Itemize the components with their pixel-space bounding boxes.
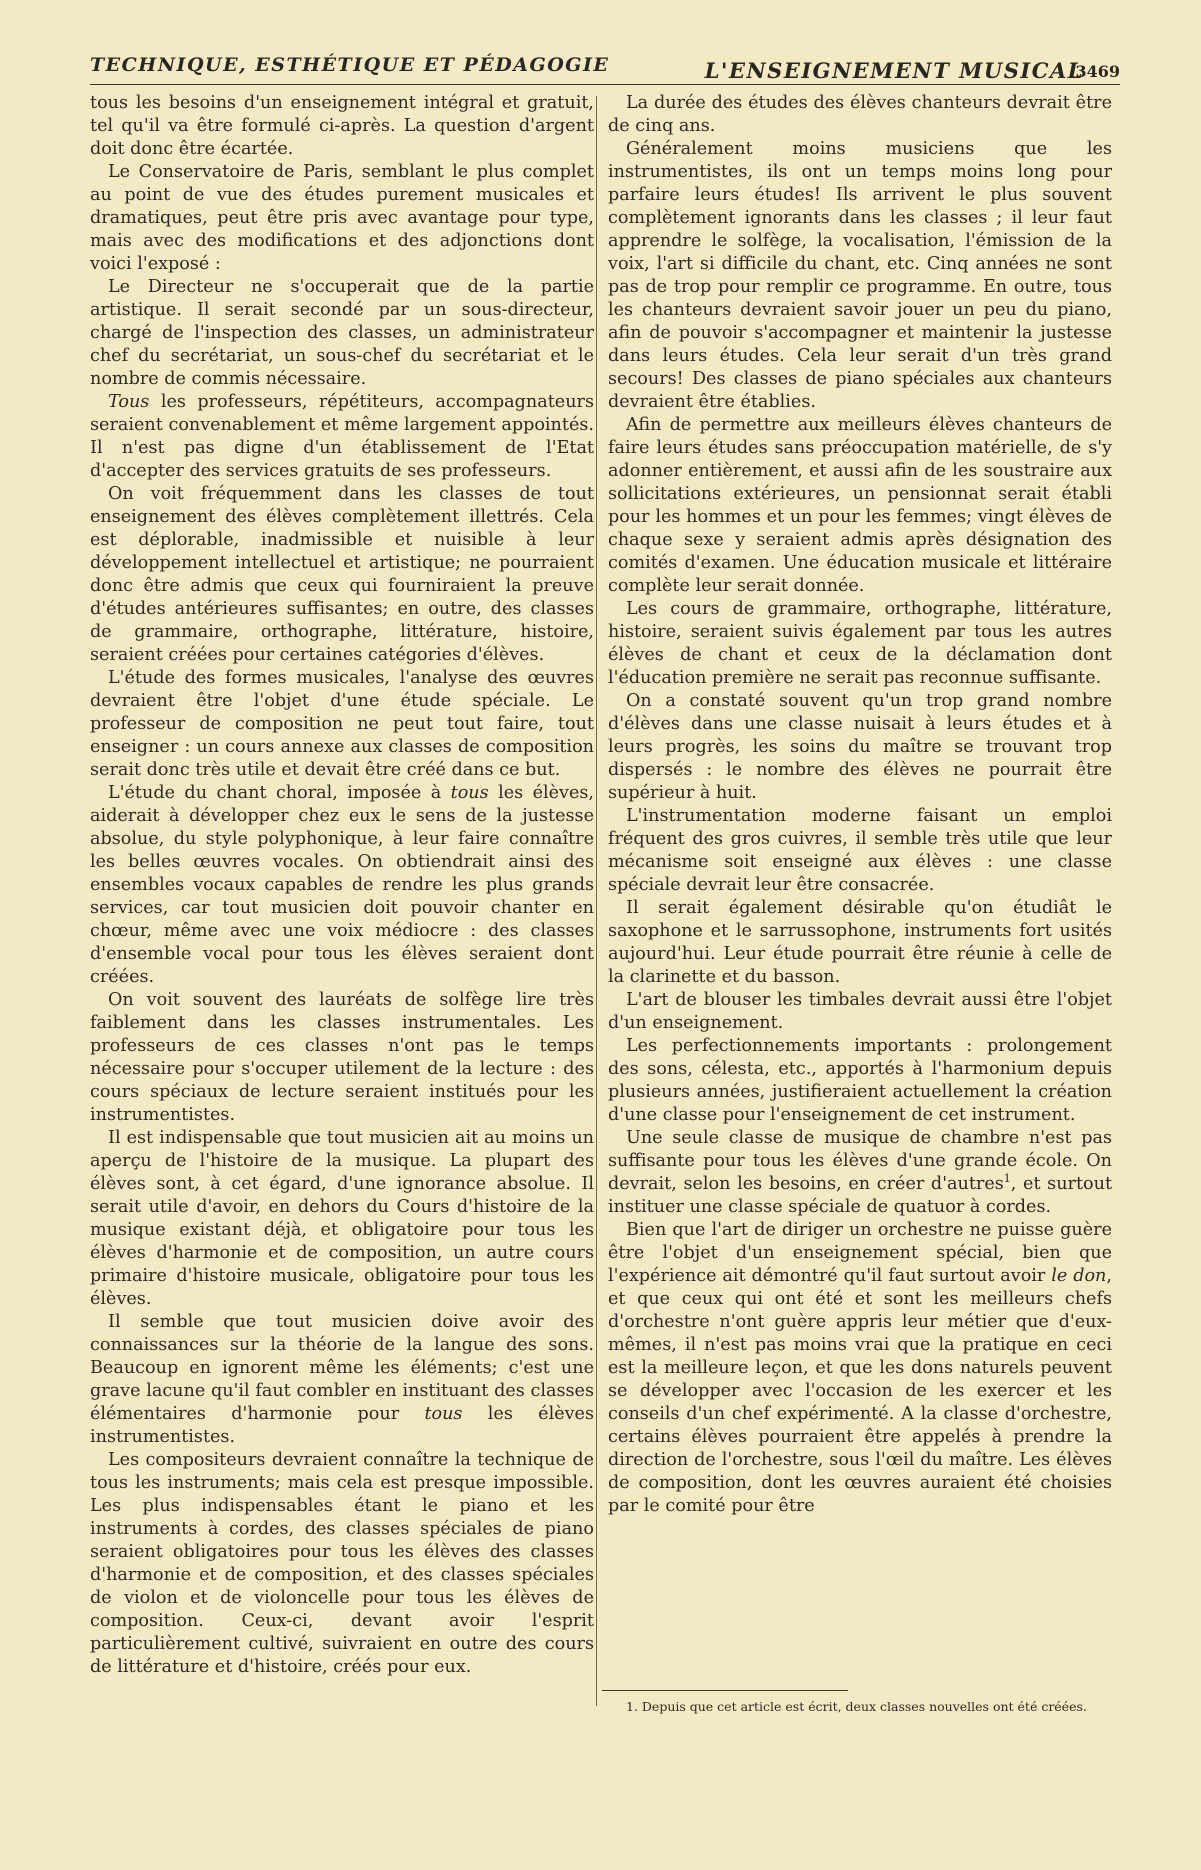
header-right-title: L'ENSEIGNEMENT MUSICAL	[704, 58, 1084, 83]
paragraph-sup: 1	[1003, 1172, 1011, 1186]
paragraph	[90, 391, 594, 483]
paragraph-text: Les perfectionnements importants : prolongement des sons, célesta, etc., apportés à l'harmonium depuis plusieurs années, justifieraient actuellement la création d'une classe pour l'enseignement de cet instrument.	[608, 1036, 1112, 1125]
paragraph	[90, 1127, 594, 1311]
paragraph-text: L'art de blouser les timbales devrait aussi être l'objet d'un enseignement.	[608, 990, 1112, 1033]
left-column	[90, 92, 594, 1679]
paragraph-text: On voit souvent des lauréats de solfège lire très faiblement dans les classes instrumentales. Les professeurs de ces classes n'ont pas le temps nécessaire pour s'occuper utilement de la lecture : des cours spéciaux de lecture seraient institués pour les instrumentistes.	[90, 990, 594, 1125]
paragraph-text: Les cours de grammaire, orthographe, littérature, histoire, seraient suivis également par tous les autres élèves de chant et ceux de la déclamation dont l'éducation première ne serait pas reconnue suffisante.	[608, 599, 1112, 688]
footnote-rule	[602, 1690, 848, 1691]
paragraph	[608, 805, 1112, 897]
paragraph	[608, 897, 1112, 989]
paragraph-text: Généralement moins musiciens que les instrumentistes, ils ont un temps moins long pour parfaire leurs études! Ils arrivent le plus souvent complètement ignorants dans les classes ; il leur faut apprendre le solfège, la vocalisation, l'émission de la voix, l'art si difficile du chant, etc. Cinq années ne sont pas de trop pour remplir ce programme. En outre, tous les chanteurs devraient savoir jouer un peu du piano, afin de pouvoir s'accompagner et maintenir la justesse dans leurs études. Cela leur serait d'un très grand secours! Des classes de piano spéciales aux chanteurs devraient être établies.	[608, 139, 1112, 412]
paragraph-before: Une seule classe de musique de chambre n'est pas suffisante pour tous les élèves d'une grande école. On devrait, selon les besoins, en créer d'autres	[608, 1128, 1112, 1194]
paragraph	[608, 138, 1112, 414]
paragraph-text: Afin de permettre aux meilleurs élèves chanteurs de faire leurs études sans préoccupation matérielle, de s'y adonner entièrement, et aussi afin de les soustraire aux sollicitations extérieures, un pensionnat serait établi pour les hommes et un pour les femmes; vingt élèves de chaque sexe y seraient admis après désignation des comités d'examen. Une éducation musicale et littéraire complète leur serait donnée.	[608, 415, 1112, 596]
paragraph	[608, 989, 1112, 1035]
paragraph-em: tous	[450, 783, 489, 803]
paragraph	[608, 690, 1112, 805]
page-number: 3469	[1075, 62, 1120, 81]
paragraph-text: Il est indispensable que tout musicien ait au moins un aperçu de l'histoire de la musique. La plupart des élèves sont, à cet égard, d'une ignorance absolue. Il serait utile d'avoir, en dehors du Cours d'histoire de la musique existant déjà, et obligatoire pour tous les élèves d'harmonie et de composition, un autre cours primaire d'histoire musicale, obligatoire pour tous les élèves.	[90, 1128, 594, 1309]
paragraph	[90, 1311, 594, 1449]
paragraph-text: On voit fréquemment dans les classes de tout enseignement des élèves complètement illettrés. Cela est déplorable, inadmissible et nuisible à leur développement intellectuel et artistique; ne pourraient donc être admis que ceux qui fourniraient la preuve d'études antérieures suffisantes; en outre, des classes de grammaire, orthographe, littérature, histoire, seraient créées pour certaines catégories d'élèves.	[90, 484, 594, 665]
paragraph-text: L'étude des formes musicales, l'analyse des œuvres devraient être l'objet d'une étude spéciale. Le professeur de composition ne peut tout faire, tout enseigner : un cours annexe aux classes de composition serait donc très utile et devait être créé dans ce but.	[90, 668, 594, 780]
paragraph	[608, 1219, 1112, 1518]
paragraph	[608, 92, 1112, 138]
paragraph	[90, 483, 594, 667]
column-divider	[596, 96, 597, 1706]
paragraph-text: Le Conservatoire de Paris, semblant le plus complet au point de vue des études purement musicales et dramatiques, peut être pris avec avantage pour type, mais avec des modifications et des adjonctions dont voici l'exposé :	[90, 162, 594, 274]
paragraph-text: tous les besoins d'un enseignement intégral et gratuit, tel qu'il va être formulé ci-après. La question d'argent doit donc être écartée.	[90, 93, 594, 159]
paragraph-text: , et que ceux qui ont été et sont les meilleurs chefs d'orchestre n'ont guère appris leur métier que d'eux-mêmes, il n'est pas moins vrai que la pratique en ceci est la meilleure leçon, et que les dons naturels peuvent se développer avec l'occasion de les exercer et les conseils d'un chef expérimenté. A la classe d'orchestre, certains élèves pourraient être appelés à prendre la direction de l'orchestre, sous l'œil du maître. Les élèves de composition, dont les œuvres auraient été choisies par le comité pour être	[608, 1266, 1112, 1516]
paragraph-text: les professeurs, répétiteurs, accompagnateurs seraient convenablement et même largement appointés. Il n'est pas digne d'un établissement de l'Etat d'accepter des services gratuits de ses professeurs.	[90, 392, 594, 481]
header-left-title: TECHNIQUE, ESTHÉTIQUE ET PÉDAGOGIE	[90, 54, 610, 76]
header-rule	[90, 84, 1120, 85]
paragraph	[90, 161, 594, 276]
paragraph	[608, 1035, 1112, 1127]
paragraph-text: L'instrumentation moderne faisant un emploi fréquent des gros cuivres, il semble très utile que leur mécanisme soit enseigné aux élèves : une classe spéciale devrait leur être consacrée.	[608, 806, 1112, 895]
paragraph-text: On a constaté souvent qu'un trop grand nombre d'élèves dans une classe nuisait à leurs études et à leurs progrès, les soins du maître se trouvant trop dispersés : le nombre des élèves ne pourrait être supérieur à huit.	[608, 691, 1112, 803]
paragraph-before: Il semble que tout musicien doive avoir des connaissances sur la théorie de la langue des sons. Beaucoup en ignorent même les éléments; c'est une grave lacune qu'il faut combler en instituant des classes élémentaires d'harmonie pour	[90, 1312, 594, 1424]
paragraph-text: les élèves instrumentistes.	[90, 1404, 594, 1447]
right-column	[608, 92, 1112, 1518]
paragraph	[608, 598, 1112, 690]
paragraph-before: L'étude du chant choral, imposée à	[108, 783, 451, 803]
paragraph	[90, 276, 594, 391]
paragraph-before: Bien que l'art de diriger un orchestre ne puisse guère être l'objet d'un enseignement spécial, bien que l'expérience ait démontré qu'il faut surtout avoir	[608, 1220, 1112, 1286]
paragraph	[90, 1449, 594, 1679]
paragraph	[90, 989, 594, 1127]
paragraph-lead: Tous	[108, 392, 150, 412]
paragraph-em: tous	[424, 1404, 463, 1424]
paragraph	[608, 1127, 1112, 1219]
paragraph	[90, 667, 594, 782]
paragraph	[90, 782, 594, 989]
paragraph-text: Les compositeurs devraient connaître la technique de tous les instruments; mais cela est presque impossible. Les plus indispensables étant le piano et les instruments à cordes, des classes spéciales de piano seraient obligatoires pour tous les élèves des classes d'harmonie et de composition, et des classes spéciales de violon et de violoncelle pour tous les élèves de composition. Ceux-ci, devant avoir l'esprit particulièrement cultivé, suivraient en outre des cours de littérature et d'histoire, créés pour eux.	[90, 1450, 594, 1677]
paragraph-em: le don	[1051, 1266, 1107, 1286]
paragraph-text: , et surtout instituer une classe spéciale de quatuor à cordes.	[608, 1174, 1113, 1217]
paragraph-text: Le Directeur ne s'occuperait que de la partie artistique. Il serait secondé par un sous-directeur, chargé de l'inspection des classes, un administrateur chef du secrétariat, un sous-chef du secrétariat et le nombre de commis nécessaire.	[90, 277, 594, 389]
paragraph-text: Il serait également désirable qu'on étudiât le saxophone et le sarrussophone, instruments fort usités aujourd'hui. Leur étude pourrait être réunie à celle de la clarinette et du basson.	[608, 898, 1112, 987]
paragraph	[90, 92, 594, 161]
paragraph	[608, 414, 1112, 598]
paragraph-text: les élèves, aiderait à développer chez eux le sens de la justesse absolue, du style polyphonique, à leur faire connaître les belles œuvres vocales. On obtiendrait ainsi des ensembles vocaux capables de rendre les plus grands services, car tout musicien doit pouvoir chanter en chœur, même avec une voix médiocre : des classes d'ensemble vocal pour tous les élèves seraient dont créées.	[90, 783, 594, 987]
footnote: 1. Depuis que cet article est écrit, deux classes nouvelles ont été créées.	[626, 1699, 1087, 1714]
paragraph-text: La durée des études des élèves chanteurs devrait être de cinq ans.	[608, 93, 1112, 136]
